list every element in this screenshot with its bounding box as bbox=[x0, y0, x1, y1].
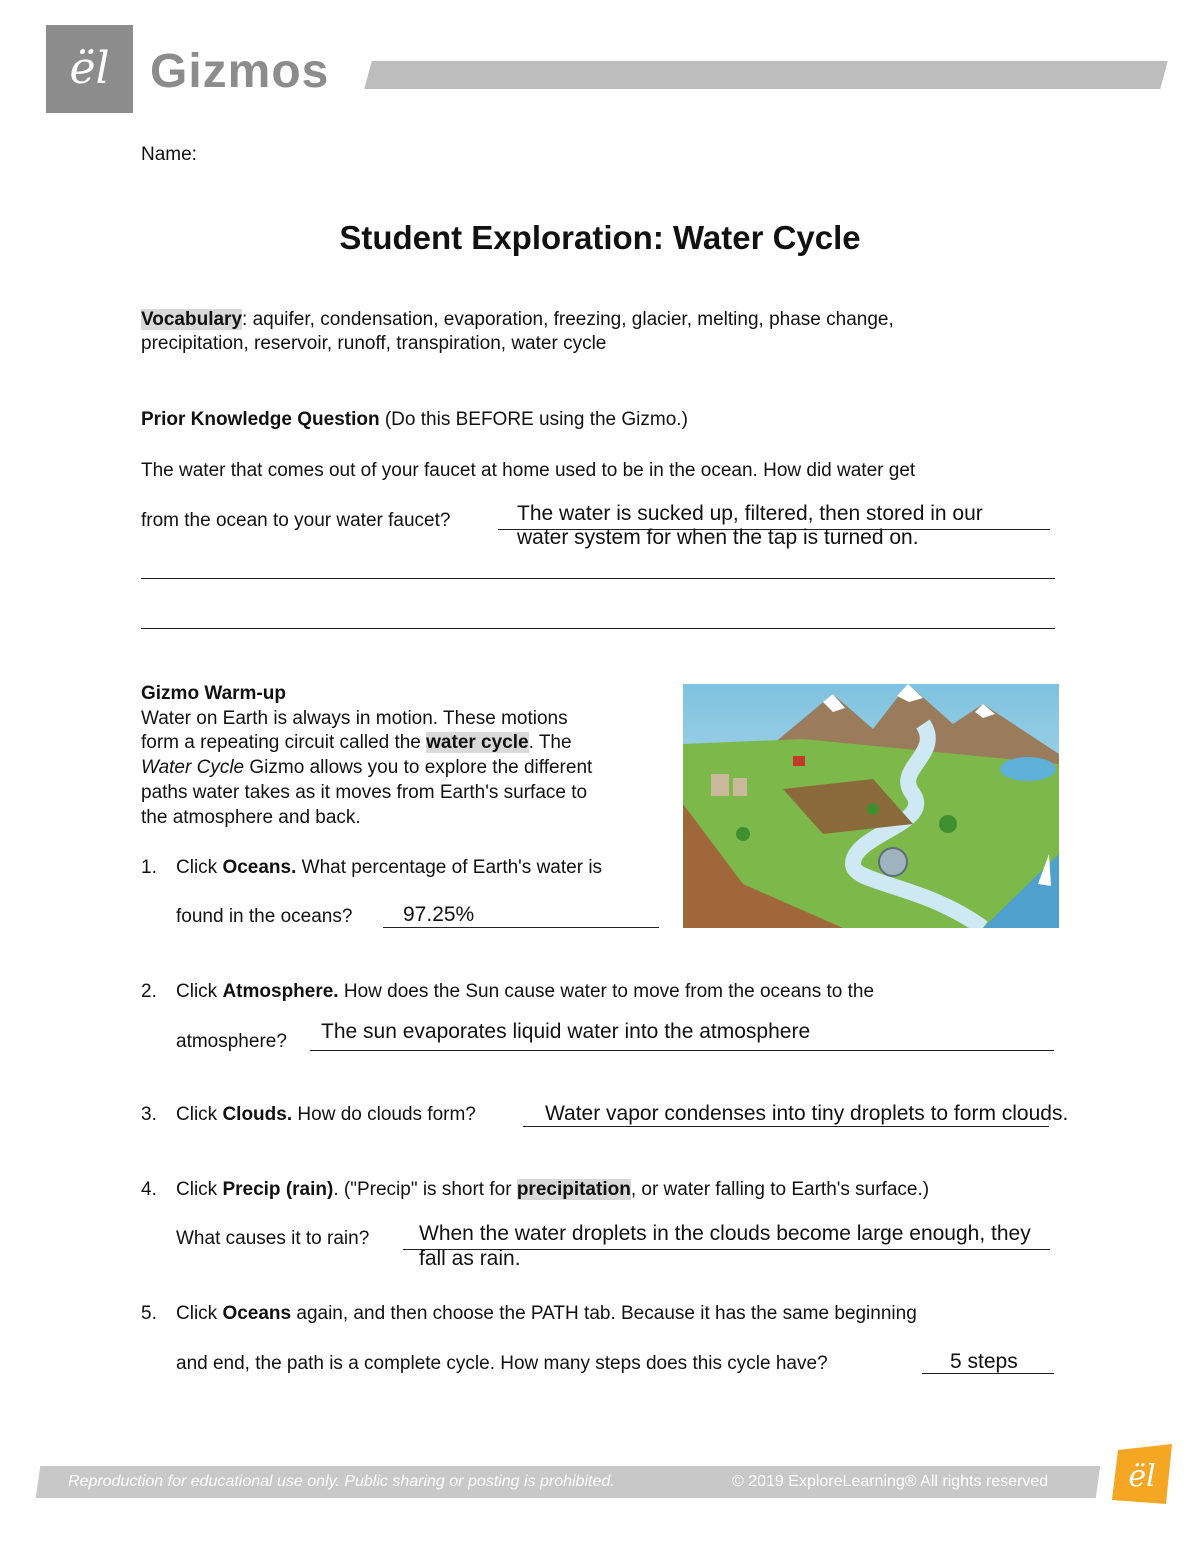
brand-name: Gizmos bbox=[150, 45, 330, 98]
q4-number: 4. bbox=[141, 1179, 157, 1200]
q4-text: Click Precip (rain). ("Precip" is short for precipitation, or water falling to Earth's surface.) bbox=[176, 1179, 930, 1200]
q1-answer[interactable]: 97.25% bbox=[403, 903, 475, 926]
explorelearning-logo bbox=[46, 25, 133, 113]
q4-answer-line1[interactable]: When the water droplets in the clouds become large enough, they bbox=[419, 1222, 1031, 1245]
name-label: Name: bbox=[141, 144, 197, 165]
q4-answer-line2[interactable]: fall as rain. bbox=[419, 1247, 521, 1270]
q1-text: Click Oceans. What percentage of Earth's water is bbox=[176, 857, 603, 878]
warmup-line4: paths water takes as it moves from Earth's surface to bbox=[141, 782, 588, 803]
q1-number: 1. bbox=[141, 857, 157, 878]
vocabulary-line2: precipitation, reservoir, runoff, transpiration, water cycle bbox=[141, 333, 607, 354]
q1-text-line2: found in the oceans? bbox=[176, 906, 353, 927]
prior-answer-line2[interactable]: water system for when the tap is turned on. bbox=[517, 526, 919, 549]
vocabulary-line1: Vocabulary: aquifer, condensation, evaporation, freezing, glacier, melting, phase change, bbox=[141, 309, 894, 330]
q5-number: 5. bbox=[141, 1303, 157, 1324]
house bbox=[793, 756, 805, 766]
q2-number: 2. bbox=[141, 981, 157, 1002]
prior-question-line2: from the ocean to your water faucet? bbox=[141, 510, 451, 531]
q5-text-line2: and end, the path is a complete cycle. How many steps does this cycle have? bbox=[176, 1353, 828, 1374]
svg-text:ël: ël bbox=[1128, 1459, 1156, 1494]
q5-answer[interactable]: 5 steps bbox=[950, 1350, 1018, 1373]
q2-answer[interactable]: The sun evaporates liquid water into the atmosphere bbox=[321, 1020, 811, 1043]
water-cycle-illustration bbox=[683, 684, 1059, 928]
logo-glyph: ël bbox=[69, 43, 110, 94]
explorelearning-footer-logo bbox=[1108, 1442, 1176, 1508]
footer-copyright: © 2019 ExploreLearning® All rights reserved bbox=[732, 1473, 1049, 1490]
q3-text: Click Clouds. How do clouds form? bbox=[176, 1104, 476, 1125]
prior-answer-line1[interactable]: The water is sucked up, filtered, then stored in our bbox=[517, 502, 983, 525]
q3-answer[interactable]: Water vapor condenses into tiny droplets to form clouds. bbox=[545, 1102, 1069, 1125]
q2-text: Click Atmosphere. How does the Sun cause water to move from the oceans to the bbox=[176, 981, 875, 1002]
treatment-plant bbox=[879, 848, 907, 876]
q5-text: Click Oceans again, and then choose the PATH tab. Because it has the same beginning bbox=[176, 1303, 917, 1324]
warmup-heading: Gizmo Warm-up bbox=[141, 683, 286, 704]
q2-text-line2: atmosphere? bbox=[176, 1031, 287, 1052]
header-bar bbox=[364, 61, 1168, 89]
answer-line bbox=[310, 1050, 1054, 1051]
blank-answer-line[interactable] bbox=[141, 578, 1055, 579]
q4-text-line2: What causes it to rain? bbox=[176, 1228, 370, 1249]
answer-line bbox=[922, 1373, 1054, 1374]
prior-heading: Prior Knowledge Question (Do this BEFORE using the Gizmo.) bbox=[141, 409, 688, 430]
lake bbox=[1000, 757, 1056, 781]
footer-notice: Reproduction for educational use only. Public sharing or posting is prohibited. bbox=[68, 1473, 615, 1490]
prior-question-line1: The water that comes out of your faucet at home used to be in the ocean. How did water get bbox=[141, 460, 916, 481]
blank-answer-line[interactable] bbox=[141, 628, 1055, 629]
warmup-line3: Water Cycle Gizmo allows you to explore the different bbox=[141, 757, 593, 778]
q3-number: 3. bbox=[141, 1104, 157, 1125]
answer-line bbox=[383, 927, 659, 928]
warmup-line2: form a repeating circuit called the water cycle. The bbox=[141, 732, 572, 753]
warmup-line1: Water on Earth is always in motion. These motions bbox=[141, 708, 568, 729]
page-title: Student Exploration: Water Cycle bbox=[339, 219, 861, 256]
warmup-line5: the atmosphere and back. bbox=[141, 807, 361, 828]
answer-line bbox=[523, 1126, 1049, 1127]
vocabulary-label: Vocabulary bbox=[141, 309, 243, 330]
